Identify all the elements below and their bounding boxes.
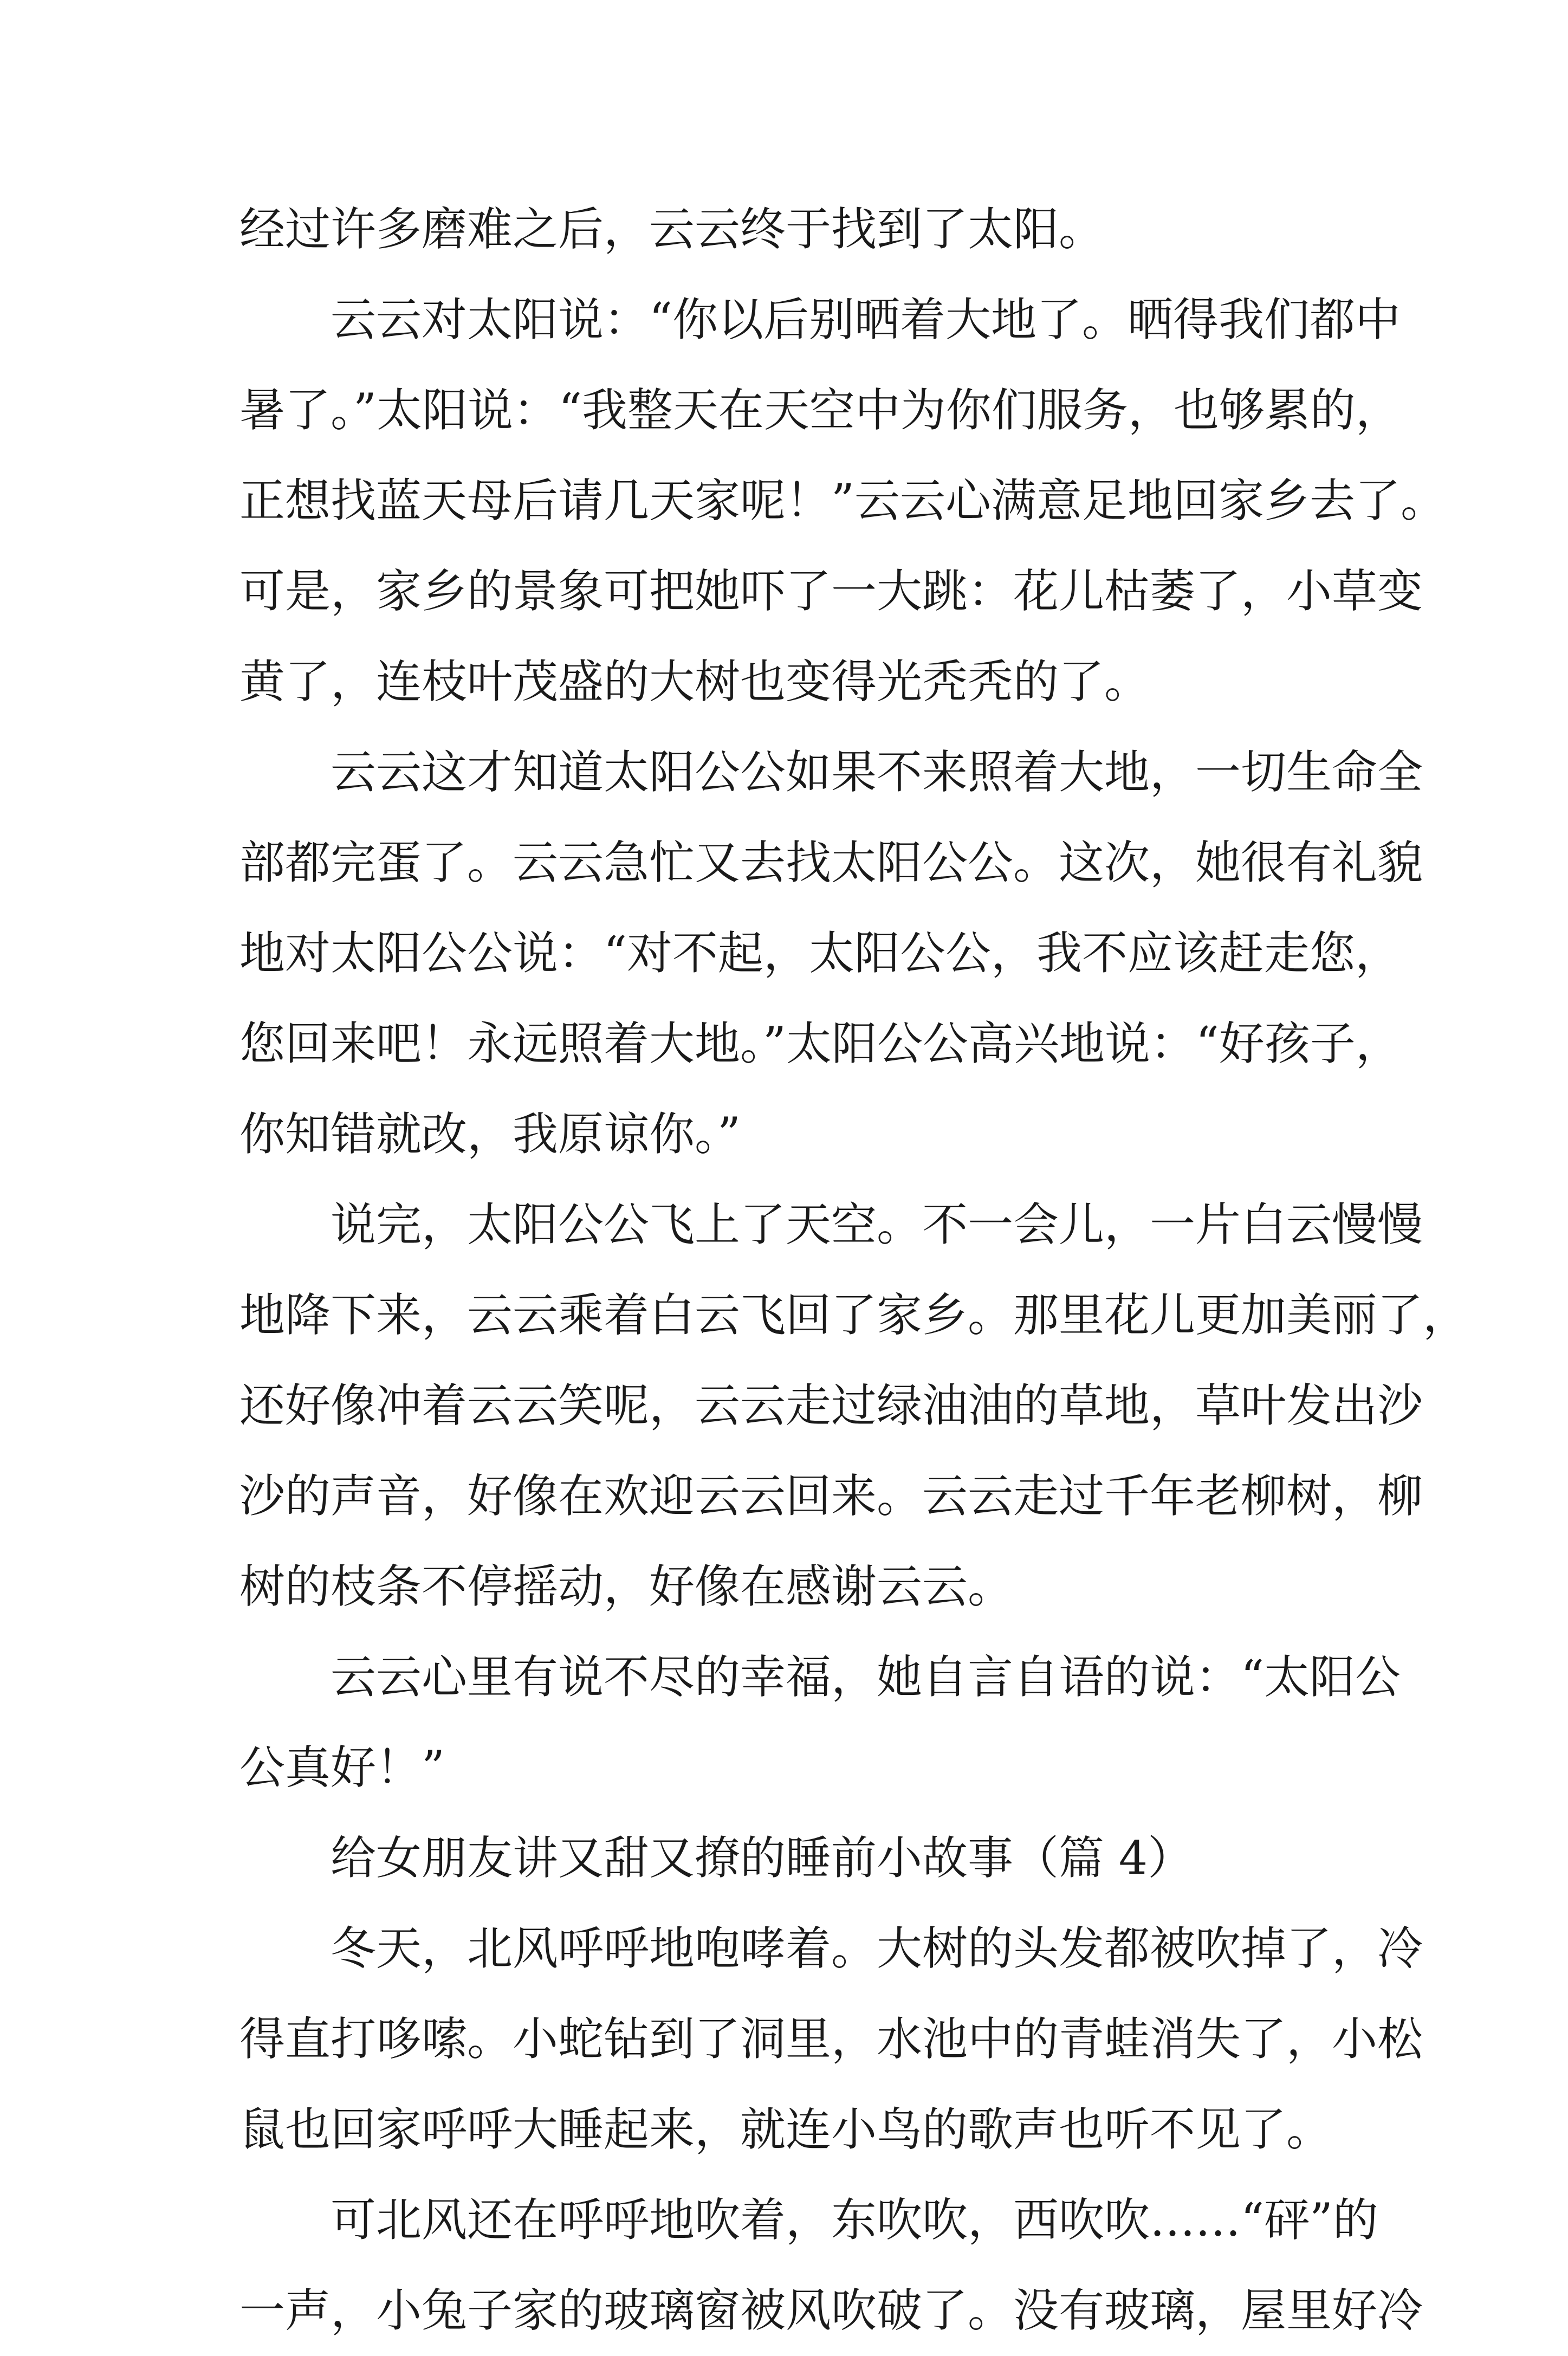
text-line: 暑了。”太阳说：“我整天在天空中为你们服务，也够累的， bbox=[239, 384, 1401, 437]
text-line: 得直打哆嗦。小蛇钻到了洞里，水池中的青蛙消失了，小松 bbox=[239, 2012, 1423, 2066]
text-line: 云云心里有说不尽的幸福，她自言自语的说：“太阳公 bbox=[331, 1651, 1401, 1704]
text-line: 可北风还在呼呼地吹着，东吹吹，西吹吹……“砰”的 bbox=[331, 2193, 1378, 2247]
text-line: 可是，家乡的景象可把她吓了一大跳：花儿枯萎了，小草变 bbox=[239, 565, 1423, 618]
text-line: 树的枝条不停摇动，好像在感谢云云。 bbox=[239, 1560, 1014, 1613]
text-line: 黄了，连枝叶茂盛的大树也变得光秃秃的了。 bbox=[239, 655, 1150, 708]
text-line: 部都完蛋了。云云急忙又去找太阳公公。这次，她很有礼貌 bbox=[239, 836, 1423, 889]
text-line: 地降下来，云云乘着白云飞回了家乡。那里花儿更加美丽了， bbox=[239, 1289, 1469, 1342]
text-line: 冬天，北风呼呼地咆哮着。大树的头发都被吹掉了，冷 bbox=[331, 1922, 1423, 1975]
text-line: 正想找蓝天母后请几天家呢！”云云心满意足地回家乡去了。 bbox=[239, 474, 1446, 527]
text-line: 公真好！” bbox=[239, 1741, 445, 1794]
text-line: 地对太阳公公说：“对不起，太阳公公，我不应该赶走您， bbox=[239, 927, 1401, 980]
text-line: 说完，太阳公公飞上了天空。不一会儿，一片白云慢慢 bbox=[331, 1198, 1423, 1251]
text-line: 你知错就改，我原谅你。” bbox=[239, 1108, 741, 1161]
text-line: 鼠也回家呼呼大睡起来，就连小鸟的歌声也听不见了。 bbox=[239, 2103, 1332, 2156]
text-line: 给女朋友讲又甜又撩的睡前小故事（篇 4） bbox=[331, 1831, 1194, 1885]
text-line: 还好像冲着云云笑呢，云云走过绿油油的草地，草叶发出沙 bbox=[239, 1379, 1423, 1432]
text-line: 经过许多磨难之后，云云终于找到了太阳。 bbox=[239, 203, 1105, 256]
document-body bbox=[239, 184, 1469, 2356]
text-line: 一声，小兔子家的玻璃窗被风吹破了。没有玻璃，屋里好冷 bbox=[239, 2284, 1423, 2337]
text-line: 沙的声音，好像在欢迎云云回来。云云走过千年老柳树，柳 bbox=[239, 1470, 1423, 1523]
text-line: 云云对太阳说：“你以后别晒着大地了。晒得我们都中 bbox=[331, 293, 1401, 346]
text-line: 云云这才知道太阳公公如果不来照着大地，一切生命全 bbox=[331, 746, 1423, 799]
text-line: 您回来吧！永远照着大地。”太阳公公高兴地说：“好孩子， bbox=[239, 1017, 1401, 1070]
